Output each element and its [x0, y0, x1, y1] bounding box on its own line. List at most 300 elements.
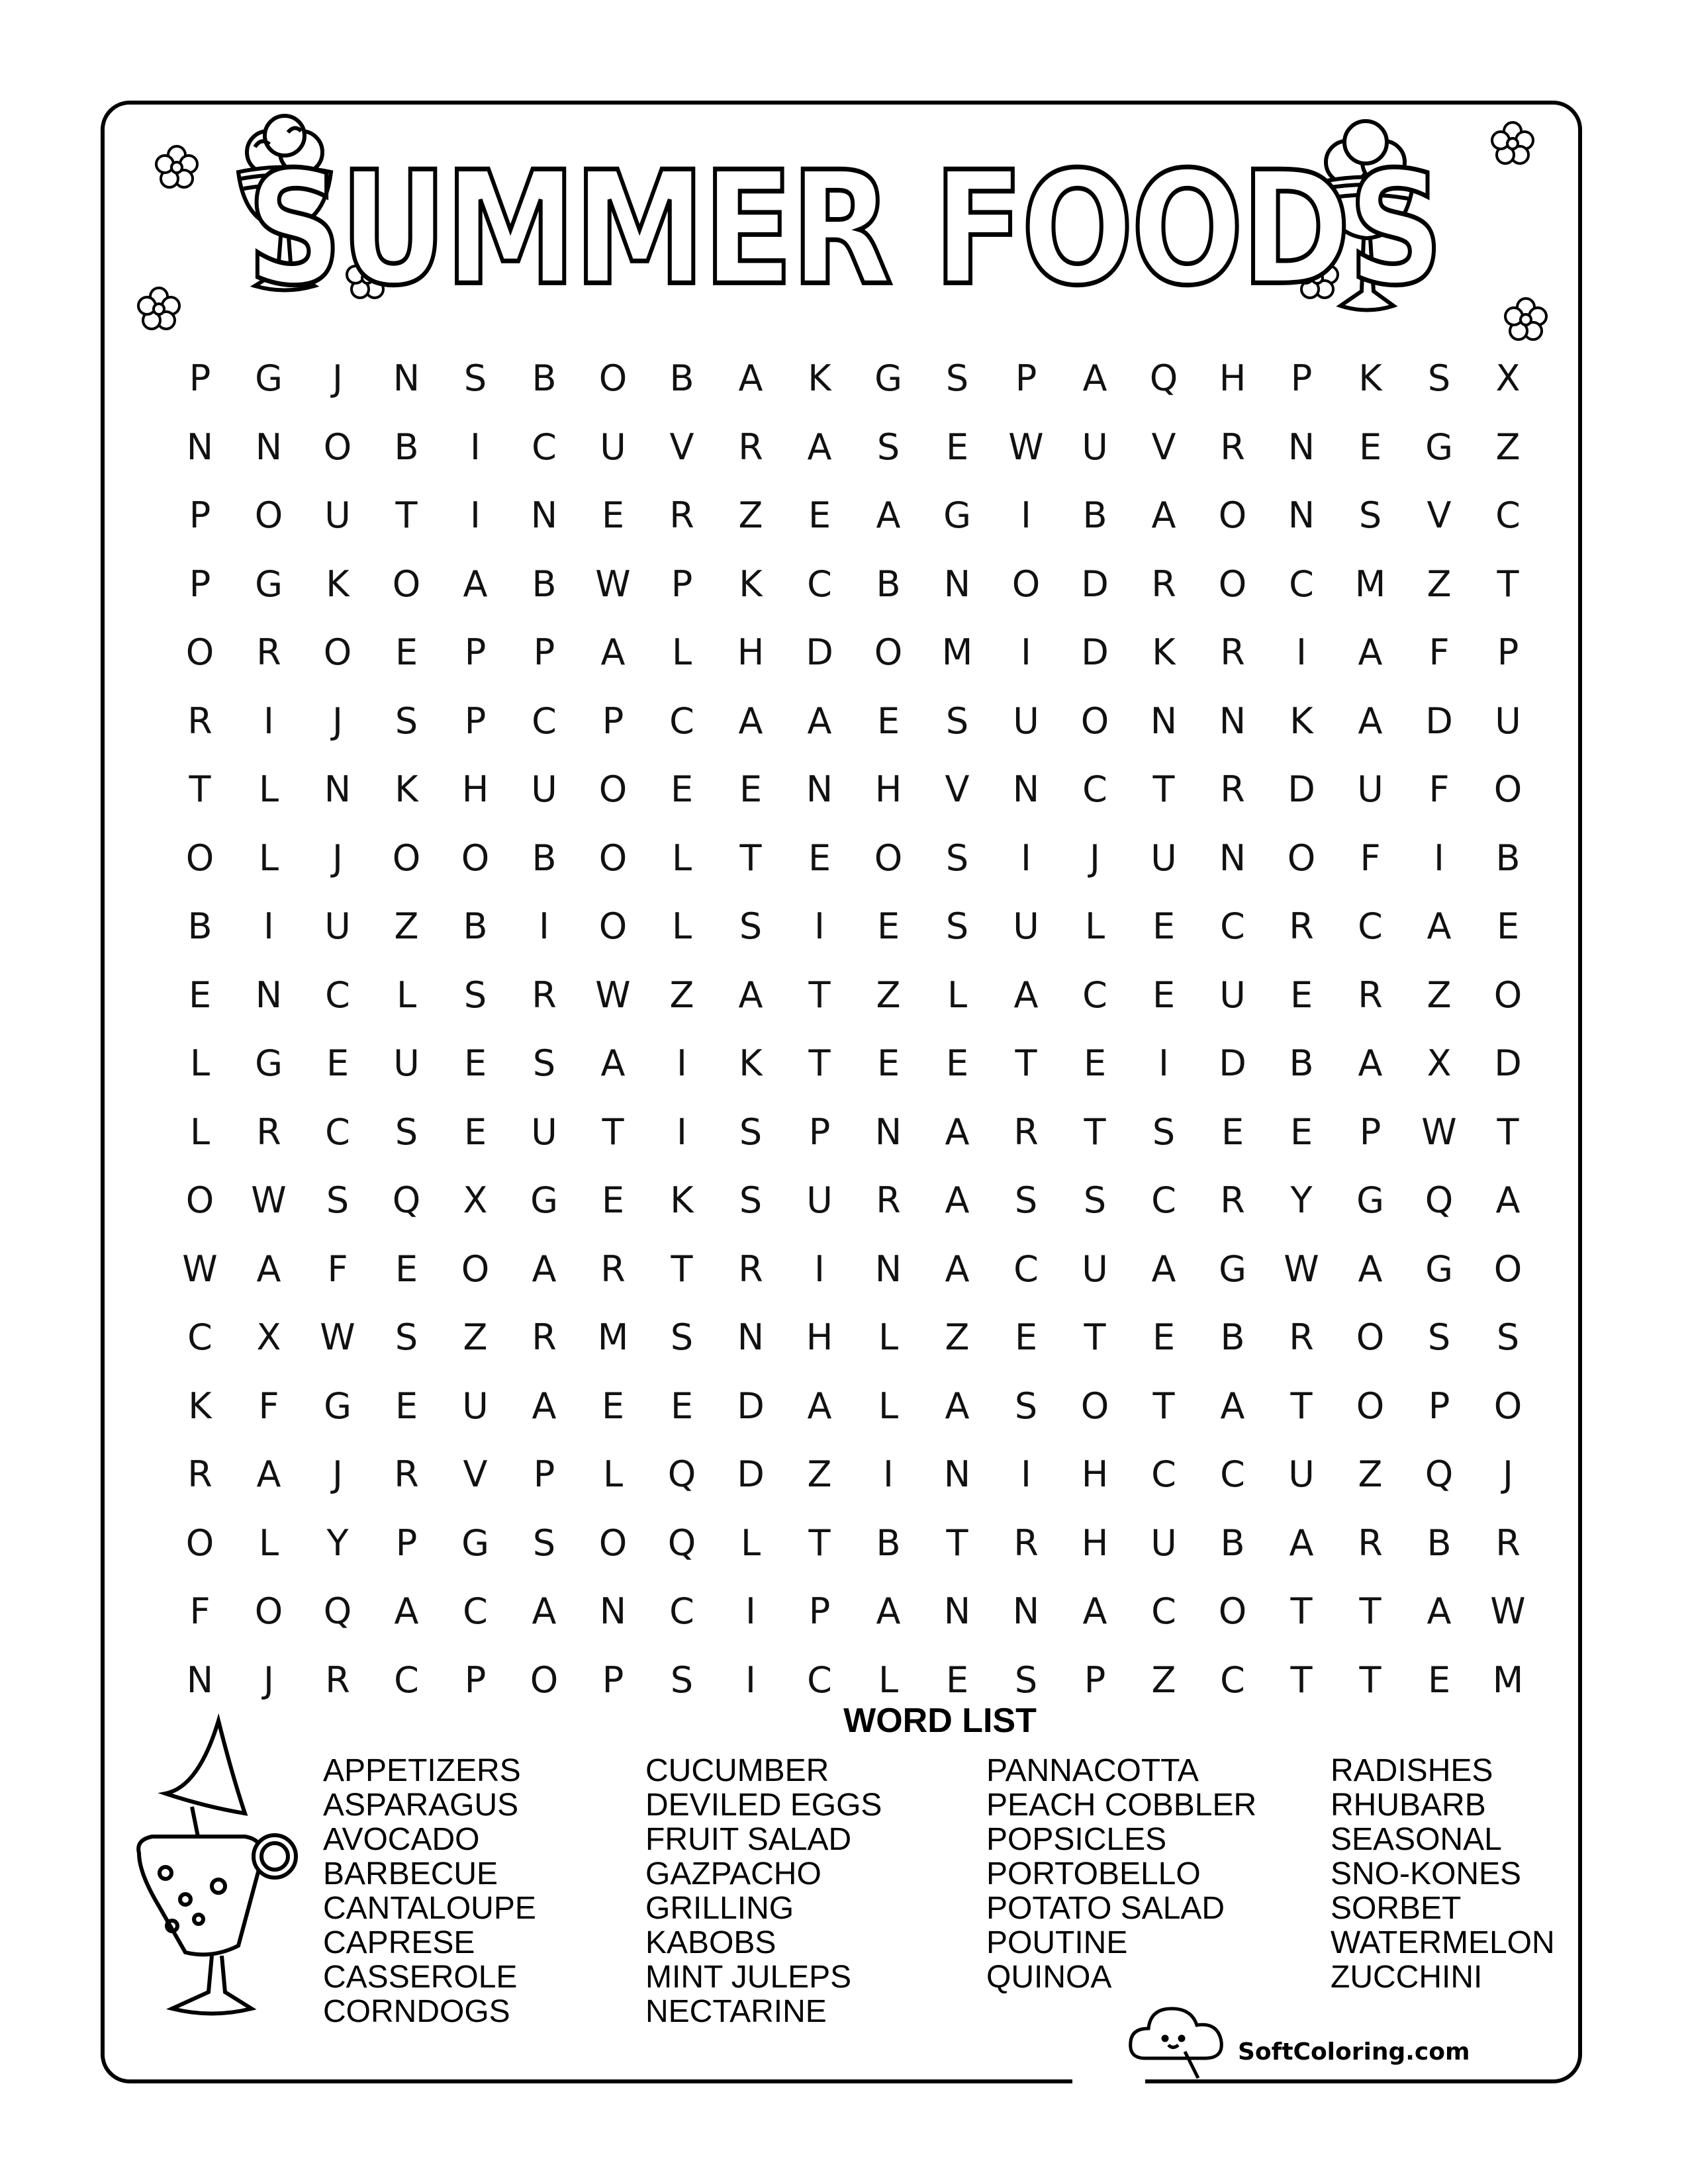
grid-letter: S	[1427, 1316, 1451, 1359]
grid-letter: H	[1219, 357, 1246, 400]
grid-letter: H	[461, 768, 489, 811]
grid-letter: B	[532, 837, 557, 879]
grid-letter: V	[1427, 494, 1452, 537]
grid-letter: L	[258, 1522, 279, 1564]
grid-letter: U	[1082, 426, 1108, 468]
grid-letter: T	[602, 1111, 624, 1153]
grid-letter: O	[185, 1179, 214, 1222]
grid-letter: Z	[463, 1316, 488, 1359]
grid-letter: O	[323, 631, 352, 674]
grid-letter: O	[1080, 700, 1109, 742]
grid-letter: E	[1289, 974, 1313, 1016]
word-list-item: WATERMELON	[1331, 1925, 1555, 1960]
grid-letter: O	[323, 426, 352, 468]
grid-letter: O	[185, 631, 214, 674]
grid-letter: G	[255, 357, 283, 400]
word-list-item: CUCUMBER	[645, 1753, 829, 1788]
grid-letter: B	[1082, 494, 1107, 537]
word-list-item: PANNACOTTA	[986, 1753, 1199, 1788]
grid-row	[165, 1166, 1542, 1235]
grid-letter: U	[1150, 837, 1177, 879]
grid-letter: Z	[1495, 426, 1521, 468]
page-title: SUMMER FOODS	[247, 138, 1441, 320]
grid-letter: L	[189, 1042, 211, 1085]
grid-letter: N	[874, 1248, 902, 1290]
grid-letter: C	[1220, 1453, 1245, 1496]
grid-letter: T	[1290, 1659, 1313, 1701]
grid-letter: K	[1358, 357, 1382, 400]
grid-letter: R	[600, 1248, 626, 1290]
grid-letter: L	[878, 1316, 899, 1359]
grid-letter: C	[669, 1590, 694, 1633]
grid-letter: Z	[945, 1316, 970, 1359]
grid-letter: L	[1084, 905, 1105, 948]
grid-letter: J	[1503, 1453, 1513, 1496]
grid-letter: R	[325, 1659, 350, 1701]
grid-letter: Q	[667, 1522, 696, 1564]
grid-letter: O	[1356, 1316, 1385, 1359]
grid-row	[165, 1509, 1542, 1578]
grid-letter: A	[945, 1248, 970, 1290]
grid-letter: C	[1151, 1590, 1176, 1633]
grid-row	[165, 413, 1542, 482]
grid-letter: B	[532, 357, 557, 400]
grid-letter: I	[677, 1042, 687, 1085]
word-list-item: QUINOA	[986, 1960, 1112, 1995]
grid-letter: W	[1284, 1248, 1319, 1290]
grid-letter: W	[1421, 1111, 1457, 1153]
grid-letter: P	[1290, 357, 1313, 400]
word-list-item: PORTOBELLO	[986, 1856, 1201, 1891]
word-search-grid	[165, 344, 1542, 1714]
brand-name: SoftColoring.com	[1238, 2038, 1470, 2066]
grid-letter: R	[532, 1316, 557, 1359]
grid-letter: W	[1008, 426, 1044, 468]
grid-letter: R	[1151, 563, 1176, 605]
grid-letter: W	[251, 1179, 287, 1222]
grid-letter: A	[1427, 1590, 1452, 1633]
grid-letter: R	[1220, 1179, 1245, 1222]
grid-letter: T	[946, 1522, 968, 1564]
grid-letter: G	[1219, 1248, 1246, 1290]
grid-letter: P	[1084, 1659, 1106, 1701]
grid-letter: O	[1493, 1385, 1523, 1427]
grid-letter: E	[395, 1385, 418, 1427]
grid-letter: O	[1011, 563, 1041, 605]
word-list-item: ZUCCHINI	[1331, 1960, 1483, 1995]
grid-letter: K	[808, 357, 831, 400]
grid-letter: J	[332, 700, 343, 742]
grid-letter: J	[263, 1659, 274, 1701]
grid-letter: C	[187, 1316, 212, 1359]
grid-letter: O	[1493, 974, 1523, 1016]
grid-letter: R	[1220, 426, 1245, 468]
grid-letter: Q	[323, 1590, 352, 1633]
grid-letter: C	[1151, 1453, 1176, 1496]
grid-letter: Q	[392, 1179, 421, 1222]
grid-letter: E	[1496, 905, 1520, 948]
grid-letter: L	[258, 768, 279, 811]
grid-letter: I	[814, 1248, 825, 1290]
grid-letter: K	[670, 1179, 694, 1222]
grid-letter: I	[1296, 631, 1307, 674]
grid-letter: A	[738, 357, 763, 400]
grid-letter: S	[739, 1179, 763, 1222]
grid-letter: I	[470, 426, 481, 468]
grid-letter: U	[1082, 1248, 1108, 1290]
grid-row	[165, 1098, 1542, 1167]
grid-letter: N	[943, 1590, 971, 1633]
grid-letter: E	[670, 768, 694, 811]
grid-letter: X	[463, 1179, 488, 1222]
grid-letter: R	[876, 1179, 901, 1222]
grid-letter: E	[808, 837, 831, 879]
grid-letter: L	[740, 1522, 761, 1564]
grid-letter: C	[669, 700, 694, 742]
grid-letter: N	[1012, 768, 1040, 811]
grid-letter: V	[463, 1453, 488, 1496]
grid-letter: U	[1013, 700, 1039, 742]
grid-letter: S	[739, 1111, 763, 1153]
grid-letter: P	[808, 1111, 831, 1153]
grid-letter: N	[324, 768, 352, 811]
word-list-item: CAPRESE	[323, 1925, 475, 1960]
grid-letter: B	[532, 563, 557, 605]
grid-letter: A	[738, 974, 763, 1016]
grid-letter: S	[739, 905, 763, 948]
grid-letter: O	[392, 837, 421, 879]
grid-letter: S	[876, 426, 900, 468]
grid-letter: S	[463, 357, 487, 400]
grid-letter: E	[1289, 1111, 1313, 1153]
grid-letter: X	[1427, 1042, 1452, 1085]
grid-letter: R	[1013, 1111, 1039, 1153]
grid-letter: V	[945, 768, 970, 811]
grid-letter: U	[1219, 974, 1246, 1016]
grid-letter: U	[1150, 1522, 1177, 1564]
grid-row	[165, 755, 1542, 824]
grid-letter: A	[1151, 1248, 1176, 1290]
grid-letter: E	[188, 974, 212, 1016]
grid-letter: R	[1289, 905, 1314, 948]
grid-letter: E	[395, 1248, 418, 1290]
grid-row	[165, 344, 1542, 413]
grid-letter: D	[1081, 563, 1109, 605]
grid-letter: T	[1497, 563, 1519, 605]
grid-letter: C	[1151, 1179, 1176, 1222]
grid-letter: R	[1220, 768, 1245, 811]
grid-letter: P	[395, 1522, 418, 1564]
grid-letter: A	[945, 1111, 970, 1153]
grid-letter: G	[461, 1522, 489, 1564]
grid-letter: N	[393, 357, 420, 400]
grid-letter: N	[530, 494, 558, 537]
grid-letter: S	[532, 1522, 556, 1564]
grid-letter: U	[600, 426, 626, 468]
grid-row	[165, 687, 1542, 756]
grid-letter: C	[1082, 974, 1107, 1016]
grid-letter: O	[185, 1522, 214, 1564]
grid-letter: O	[254, 494, 283, 537]
grid-letter: U	[393, 1042, 420, 1085]
grid-letter: J	[332, 837, 343, 879]
grid-letter: B	[876, 1522, 901, 1564]
grid-letter: I	[263, 700, 274, 742]
grid-letter: C	[807, 563, 832, 605]
grid-letter: K	[395, 768, 418, 811]
grid-letter: S	[945, 700, 969, 742]
grid-letter: N	[186, 1659, 214, 1701]
grid-letter: B	[876, 563, 901, 605]
grid-letter: O	[598, 837, 628, 879]
grid-letter: A	[1358, 1042, 1383, 1085]
grid-letter: R	[187, 700, 212, 742]
grid-letter: U	[324, 494, 351, 537]
grid-letter: R	[1358, 1522, 1383, 1564]
grid-letter: Z	[394, 905, 419, 948]
word-list-item: SEASONAL	[1331, 1822, 1502, 1857]
grid-letter: B	[1220, 1316, 1245, 1359]
word-list-item: APPETIZERS	[323, 1753, 521, 1788]
grid-letter: H	[737, 631, 765, 674]
grid-letter: B	[1427, 1522, 1452, 1564]
word-list-item: KABOBS	[645, 1925, 776, 1960]
grid-letter: A	[532, 1590, 557, 1633]
grid-letter: P	[189, 563, 211, 605]
grid-letter: Q	[1425, 1179, 1454, 1222]
grid-letter: T	[1497, 1111, 1519, 1153]
grid-letter: C	[463, 1590, 488, 1633]
grid-letter: O	[598, 905, 628, 948]
grid-letter: O	[1218, 563, 1247, 605]
word-list-item: POPSICLES	[986, 1822, 1167, 1857]
grid-letter: O	[461, 1248, 490, 1290]
grid-letter: R	[187, 1453, 212, 1496]
grid-letter: X	[1495, 357, 1521, 400]
grid-letter: N	[806, 768, 833, 811]
grid-letter: U	[531, 1111, 557, 1153]
grid-letter: E	[1358, 426, 1382, 468]
grid-letter: C	[325, 974, 350, 1016]
grid-letter: A	[1013, 974, 1039, 1016]
grid-letter: S	[1014, 1385, 1038, 1427]
grid-letter: P	[189, 494, 211, 537]
grid-letter: O	[598, 768, 628, 811]
grid-letter: A	[945, 1385, 970, 1427]
grid-letter: E	[945, 1659, 969, 1701]
grid-letter: Q	[1425, 1453, 1454, 1496]
grid-letter: E	[601, 494, 625, 537]
grid-letter: E	[876, 700, 900, 742]
grid-letter: C	[394, 1659, 419, 1701]
grid-letter: B	[394, 426, 419, 468]
grid-letter: N	[737, 1316, 765, 1359]
grid-row	[165, 1029, 1542, 1098]
grid-letter: K	[739, 1042, 763, 1085]
grid-letter: N	[943, 1453, 971, 1496]
grid-letter: I	[470, 494, 481, 537]
grid-letter: K	[1152, 631, 1176, 674]
grid-letter: L	[878, 1659, 899, 1701]
grid-letter: I	[1021, 494, 1031, 537]
grid-letter: G	[530, 1179, 558, 1222]
word-list-item: DEVILED EGGS	[645, 1788, 882, 1823]
grid-letter: L	[189, 1111, 211, 1153]
grid-letter: W	[182, 1248, 218, 1290]
word-list-item: SNO-KONES	[1331, 1856, 1522, 1891]
grid-letter: R	[532, 974, 557, 1016]
grid-letter: J	[1090, 837, 1100, 879]
grid-letter: C	[807, 1659, 832, 1701]
grid-letter: D	[1081, 631, 1109, 674]
grid-letter: R	[669, 494, 694, 537]
grid-letter: E	[1152, 905, 1176, 948]
grid-letter: N	[186, 426, 214, 468]
word-list-item: PEACH COBBLER	[986, 1788, 1257, 1823]
grid-letter: T	[395, 494, 418, 537]
grid-letter: P	[533, 631, 555, 674]
grid-letter: R	[1495, 1522, 1521, 1564]
grid-letter: I	[539, 905, 549, 948]
grid-letter: T	[808, 1042, 831, 1085]
grid-letter: G	[255, 563, 283, 605]
grid-letter: T	[1152, 768, 1175, 811]
grid-letter: L	[878, 1385, 899, 1427]
grid-letter: N	[1288, 426, 1315, 468]
grid-letter: A	[1358, 631, 1383, 674]
grid-letter: A	[1220, 1385, 1245, 1427]
grid-letter: R	[1358, 974, 1383, 1016]
grid-row	[165, 618, 1542, 687]
grid-letter: F	[1429, 768, 1450, 811]
grid-letter: W	[1490, 1590, 1526, 1633]
grid-letter: S	[670, 1316, 694, 1359]
word-list-column	[645, 1754, 882, 2029]
grid-letter: I	[745, 1590, 756, 1633]
grid-letter: A	[738, 700, 763, 742]
grid-letter: T	[808, 974, 831, 1016]
grid-letter: O	[530, 1659, 559, 1701]
word-list-item: MINT JULEPS	[645, 1960, 852, 1995]
grid-letter: G	[874, 357, 902, 400]
grid-letter: E	[1083, 1042, 1107, 1085]
grid-letter: R	[256, 631, 281, 674]
grid-letter: S	[945, 837, 969, 879]
grid-letter: Y	[1290, 1179, 1313, 1222]
grid-letter: P	[1428, 1385, 1450, 1427]
grid-row	[165, 550, 1542, 619]
grid-letter: Z	[738, 494, 763, 537]
grid-letter: J	[332, 357, 343, 400]
grid-letter: L	[947, 974, 968, 1016]
grid-letter: Z	[876, 974, 901, 1016]
grid-letter: A	[256, 1453, 281, 1496]
grid-letter: H	[806, 1316, 833, 1359]
grid-letter: J	[332, 1453, 343, 1496]
grid-letter: O	[1493, 768, 1523, 811]
grid-letter: T	[189, 768, 211, 811]
grid-letter: S	[1427, 357, 1451, 400]
grid-letter: R	[1013, 1522, 1039, 1564]
grid-letter: Q	[667, 1453, 696, 1496]
grid-letter: I	[1434, 837, 1444, 879]
grid-letter: D	[1219, 1042, 1246, 1085]
grid-letter: S	[395, 1111, 418, 1153]
grid-letter: E	[463, 1111, 487, 1153]
grid-letter: A	[1358, 700, 1383, 742]
grid-letter: N	[1219, 837, 1246, 879]
grid-letter: Z	[807, 1453, 832, 1496]
cloud-logo-icon	[1125, 1992, 1231, 2085]
grid-letter: T	[1084, 1111, 1106, 1153]
grid-letter: C	[1358, 905, 1383, 948]
grid-letter: G	[255, 1042, 283, 1085]
grid-letter: K	[739, 563, 763, 605]
grid-letter: S	[1083, 1179, 1107, 1222]
grid-letter: D	[1425, 700, 1453, 742]
grid-row	[165, 961, 1542, 1030]
grid-letter: I	[745, 1659, 756, 1701]
cocktail-glass-icon	[126, 1707, 311, 2025]
word-list-item: CORNDOGS	[323, 1994, 510, 2029]
grid-letter: A	[463, 563, 488, 605]
grid-letter: P	[189, 357, 211, 400]
grid-letter: E	[945, 1042, 969, 1085]
grid-letter: Y	[326, 1522, 349, 1564]
grid-letter: A	[600, 1042, 626, 1085]
grid-letter: H	[1081, 1453, 1109, 1496]
word-list-column	[986, 1754, 1256, 1995]
grid-letter: C	[532, 426, 557, 468]
grid-letter: O	[1493, 1248, 1523, 1290]
grid-letter: O	[1080, 1385, 1109, 1427]
grid-letter: S	[326, 1179, 350, 1222]
grid-letter: Z	[1151, 1659, 1176, 1701]
grid-letter: S	[1014, 1179, 1038, 1222]
grid-letter: A	[394, 1590, 419, 1633]
grid-letter: S	[670, 1659, 694, 1701]
grid-letter: N	[255, 974, 283, 1016]
grid-row	[165, 892, 1542, 961]
grid-letter: T	[1290, 1590, 1313, 1633]
grid-letter: S	[945, 357, 969, 400]
grid-letter: N	[1288, 494, 1315, 537]
grid-row	[165, 1372, 1542, 1441]
grid-letter: O	[1218, 494, 1247, 537]
grid-letter: S	[945, 905, 969, 948]
grid-letter: O	[1287, 837, 1316, 879]
grid-letter: P	[671, 563, 693, 605]
grid-letter: A	[256, 1248, 281, 1290]
word-list-column	[323, 1754, 536, 2029]
word-list-item: BARBECUE	[323, 1856, 498, 1891]
grid-letter: U	[531, 768, 557, 811]
grid-letter: V	[669, 426, 694, 468]
grid-row	[165, 1577, 1542, 1646]
grid-letter: I	[1021, 631, 1031, 674]
grid-letter: F	[327, 1248, 348, 1290]
grid-letter: Z	[1427, 563, 1452, 605]
grid-letter: P	[464, 700, 487, 742]
grid-letter: A	[807, 1385, 832, 1427]
grid-letter: L	[671, 837, 692, 879]
grid-letter: A	[1358, 1248, 1383, 1290]
grid-letter: Z	[669, 974, 694, 1016]
grid-letter: U	[462, 1385, 489, 1427]
grid-letter: R	[1220, 631, 1245, 674]
grid-letter: I	[814, 905, 825, 948]
grid-letter: W	[595, 563, 631, 605]
